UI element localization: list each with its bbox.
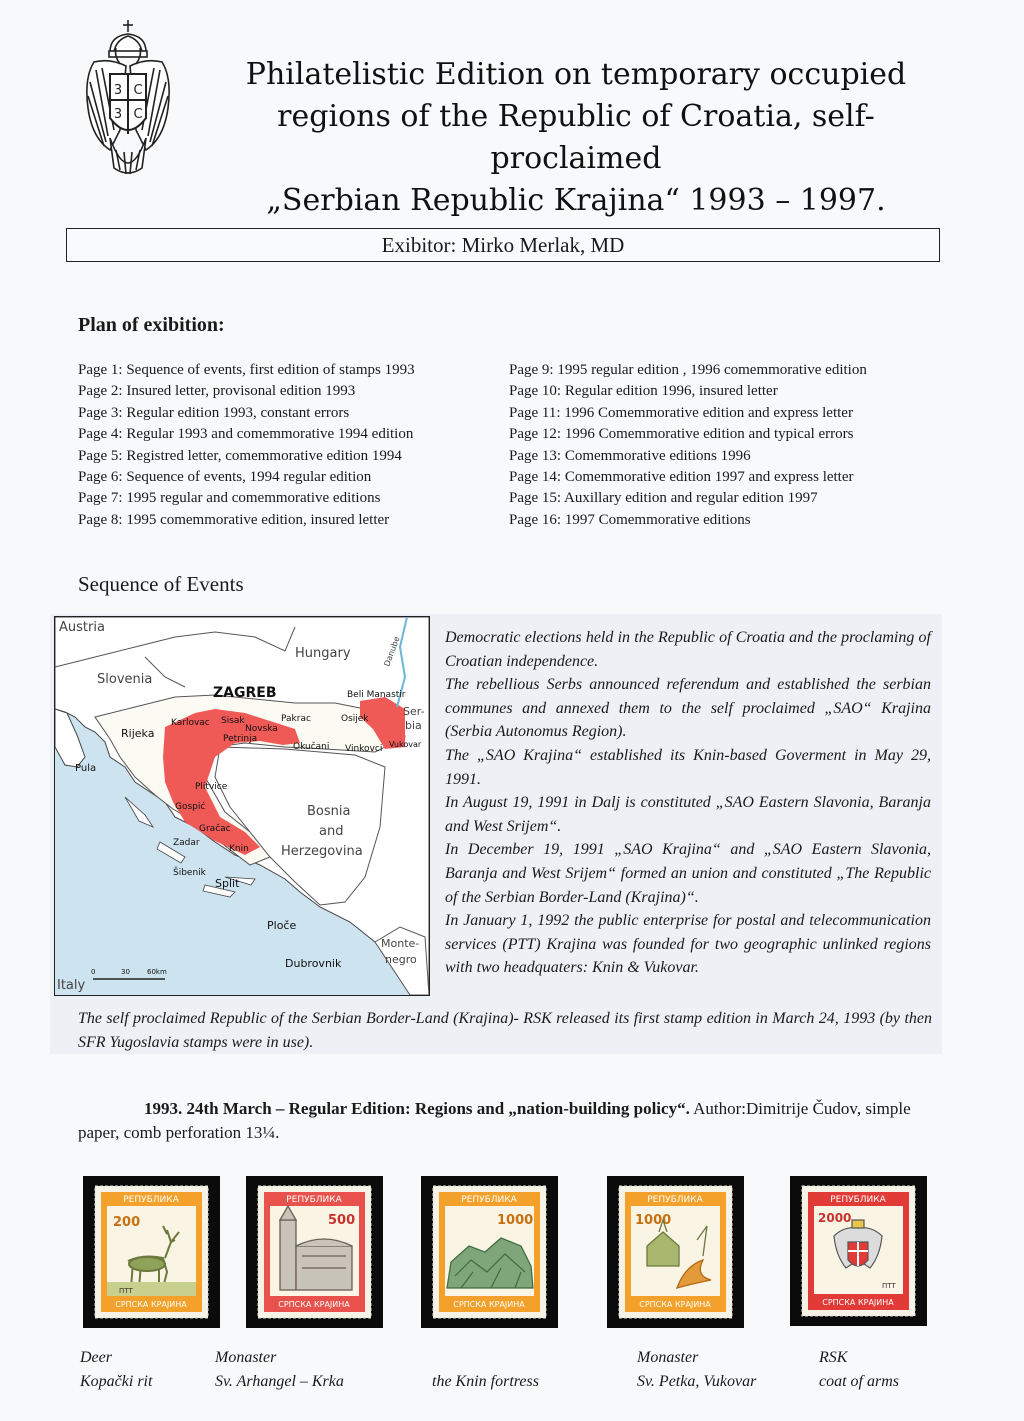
region-label: Austria	[59, 620, 105, 635]
caption-line: Sv. Arhangel – Krka	[215, 1373, 344, 1390]
stamp-value: 1000	[497, 1213, 534, 1228]
plan-list-right	[509, 360, 949, 531]
caption-line: coat of arms	[819, 1373, 899, 1390]
stamp	[83, 1176, 220, 1328]
event-paragraph: In December 19, 1991 „SAO Krajina“ and „SAO Eastern Slavonia, Baranja and West Srijem“ formed an union and constituted „The Republic of the Serbian Border-Land (Krajina)“.	[445, 841, 931, 906]
svg-text:C: C	[133, 107, 143, 122]
city-label: Sisak	[221, 716, 245, 726]
plan-item: Page 14: Comemmorative edition 1997 and express letter	[509, 469, 854, 486]
stamp-value: 200	[113, 1215, 141, 1230]
region-label: Monte-	[381, 937, 420, 950]
stamp-top-label: РЕПУБЛИКА	[123, 1195, 179, 1205]
svg-text:C: C	[133, 83, 143, 98]
plan-item: Page 7: 1995 regular and comemmorative editions	[78, 490, 381, 507]
event-paragraph: The „SAO Krajina“ established its Knin-based Goverment in May 29, 1991.	[445, 746, 931, 788]
plan-item: Page 8: 1995 comemmorative edition, insured letter	[78, 511, 390, 528]
city-label: Knin	[229, 844, 249, 854]
stamp-bottom-label: СРПСКА КРАЈИНА	[822, 1298, 894, 1307]
plan-item: Page 4: Regular 1993 and comemmorative 1994 edition	[78, 426, 414, 443]
title-line: „Serbian Republic Krajina“ 1993 – 1997.	[266, 183, 886, 218]
croatia-map	[54, 616, 430, 996]
plan-item: Page 13: Comemmorative editions 1996	[509, 447, 751, 464]
city-label: Rijeka	[121, 727, 155, 740]
city-label: Plitvice	[195, 782, 228, 792]
plan-item: Page 6: Sequence of events, 1994 regular edition	[78, 469, 372, 486]
stamp-caption	[819, 1346, 899, 1394]
stamp-caption	[637, 1346, 756, 1394]
caption-line: RSK	[819, 1349, 848, 1366]
scale-label: 60km	[147, 968, 167, 976]
edition-heading-details: Author:Dimitrije Čudov, simple paper, comb perforation 13¼.	[78, 1099, 911, 1142]
stamp-caption	[215, 1346, 344, 1394]
exhibitor-label: Exibitor: Mirko Merlak, MD	[381, 233, 625, 257]
plan-item: Page 15: Auxillary edition and regular edition 1997	[509, 490, 818, 507]
stamp-ptt: ПТТ	[119, 1287, 133, 1295]
stamp-bottom-label: СРПСКА КРАЈИНА	[278, 1300, 350, 1309]
stamp-ptt: ПТТ	[882, 1282, 896, 1290]
title-line: regions of the Republic of Croatia, self-proclaimed	[277, 99, 875, 176]
city-label: Okučani	[293, 742, 330, 752]
stamp-top-label: РЕПУБЛИКА	[461, 1195, 517, 1205]
city-label: Zadar	[173, 838, 200, 848]
stamp-mount	[246, 1176, 383, 1328]
city-label: Pakrac	[281, 714, 311, 724]
region-label: Hungary	[295, 646, 351, 661]
events-footer: The self proclaimed Republic of the Serbian Border-Land (Krajina)- RSK released its first stamp edition in March 24, 1993 (by then SFR Yugoslavia stamps were in use).	[78, 1010, 932, 1051]
plan-title: Plan of exibition:	[78, 314, 225, 336]
stamp-value: 500	[328, 1213, 356, 1228]
event-paragraph: The rebellious Serbs announced referendum and established the serbian communes and annexed them to the self proclaimed „SAO“ Krajina (Serbia Autonomus Region).	[445, 676, 931, 741]
city-label: Dubrovnik	[285, 957, 342, 970]
stamp-caption	[80, 1346, 152, 1394]
scale-label: 0	[91, 968, 96, 976]
stamp-mount	[607, 1176, 744, 1328]
caption-line: the Knin fortress	[432, 1373, 539, 1390]
plan-item: Page 5: Registred letter, comemmorative edition 1994	[78, 447, 402, 464]
stamp	[421, 1176, 558, 1328]
events-text	[445, 626, 931, 980]
region-label: Slovenia	[97, 672, 153, 687]
page-title	[196, 54, 956, 222]
stamp	[246, 1176, 383, 1328]
city-label: Pula	[75, 763, 97, 774]
event-paragraph: In January 1, 1992 the public enterprise for postal and telecommunication services (PTT) Krajina was founded for two geographic unlinked regions with two headquaters: Knin & Vukovar.	[445, 912, 931, 977]
city-label: Karlovac	[171, 718, 210, 728]
city-label: Gračac	[199, 824, 231, 834]
stamp-bottom-label: СРПСКА КРАЈИНА	[115, 1300, 187, 1309]
plan-item: Page 10: Regular edition 1996, insured letter	[509, 383, 778, 400]
plan-item: Page 11: 1996 Comemmorative edition and express letter	[509, 404, 853, 421]
exhibitor-box	[66, 228, 940, 262]
city-label: Split	[215, 877, 240, 890]
stamp-top-label: РЕПУБЛИКА	[647, 1195, 703, 1205]
city-label: Ploče	[267, 919, 297, 932]
caption-line: Sv. Petka, Vukovar	[637, 1373, 757, 1390]
region-label: Bosnia	[307, 804, 351, 819]
region-label: Ser-	[403, 705, 425, 718]
svg-text:3: 3	[113, 83, 123, 98]
caption-line	[432, 1346, 539, 1370]
stamp-top-label: РЕПУБЛИКА	[286, 1195, 342, 1205]
city-label: Osijek	[341, 714, 369, 724]
plan-item: Page 3: Regular edition 1993, constant errors	[78, 404, 350, 421]
caption-line: Deer	[80, 1349, 112, 1366]
plan-item: Page 9: 1995 regular edition , 1996 comemmorative edition	[509, 362, 867, 378]
caption-line: Kopački rit	[80, 1373, 153, 1390]
city-label: Vinkovci	[345, 744, 383, 754]
stamp-top-label: РЕПУБЛИКА	[830, 1195, 886, 1205]
city-label: Vukovar	[389, 740, 422, 749]
event-paragraph: In August 19, 1991 in Dalj is constituted „SAO Eastern Slavonia, Baranja and West Srijem“.	[445, 794, 931, 835]
stamp-mount	[790, 1176, 927, 1326]
stamp-value: 1000	[635, 1213, 672, 1228]
stamp-bottom-label: СРПСКА КРАЈИНА	[453, 1300, 525, 1309]
region-label: and	[319, 824, 344, 839]
stamp-mount	[421, 1176, 558, 1328]
city-label: Novska	[245, 724, 278, 734]
title-line: Philatelistic Edition on temporary occupied	[245, 57, 907, 92]
caption-line: Monaster	[215, 1349, 277, 1366]
plan-item: Page 2: Insured letter, provisonal edition 1993	[78, 383, 356, 400]
city-label: ZAGREB	[213, 685, 277, 701]
svg-text:3: 3	[113, 107, 123, 122]
region-label: bia	[405, 719, 422, 732]
coat-of-arms-emblem-icon	[80, 18, 176, 178]
region-label: Italy	[57, 978, 86, 993]
scale-label: 30	[121, 968, 130, 976]
stamp-value: 2000	[818, 1211, 852, 1225]
region-label: Danube	[382, 635, 402, 668]
edition-heading	[78, 1097, 932, 1145]
stamp-bottom-label: СРПСКА КРАЈИНА	[639, 1300, 711, 1309]
stamp	[790, 1176, 927, 1326]
city-label: Gospić	[175, 802, 206, 812]
plan-list-left	[78, 360, 488, 531]
plan-item: Page 16: 1997 Comemmorative editions	[509, 511, 751, 528]
edition-heading-bold: 1993. 24th March – Regular Edition: Regions and „nation-building policy“.	[144, 1099, 690, 1118]
sequence-title: Sequence of Events	[78, 572, 244, 596]
city-label: Beli Manastir	[347, 690, 406, 700]
event-paragraph: Democratic elections held in the Republic of Croatia and the proclaming of Croatian independence.	[445, 629, 931, 670]
caption-line: Monaster	[637, 1349, 699, 1366]
region-label: negro	[385, 953, 417, 966]
city-label: Petrinja	[223, 734, 258, 744]
stamp-mount	[83, 1176, 220, 1328]
plan-item: Page 12: 1996 Comemmorative edition and typical errors	[509, 426, 854, 443]
city-label: Šibenik	[173, 868, 206, 878]
region-label: Herzegovina	[281, 844, 363, 859]
stamp	[607, 1176, 744, 1328]
plan-item: Page 1: Sequence of events, first edition of stamps 1993	[78, 362, 415, 378]
stamp-caption	[432, 1346, 539, 1394]
